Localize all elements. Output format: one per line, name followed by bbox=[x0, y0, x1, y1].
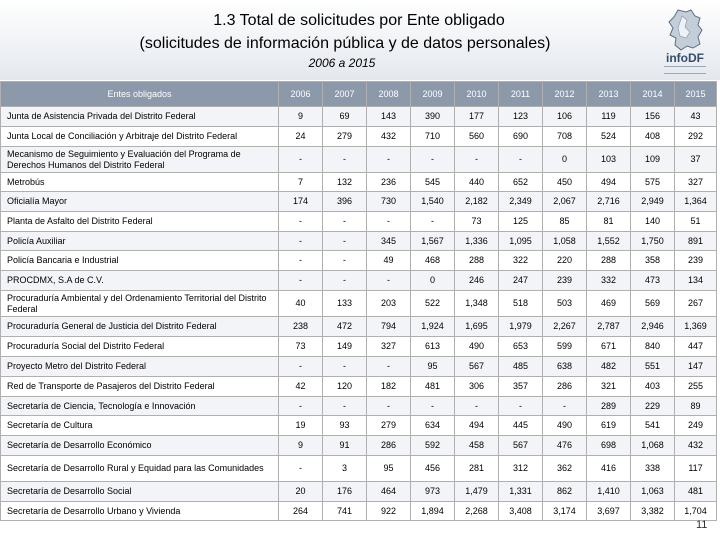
year-value-cell: 560 bbox=[455, 127, 499, 147]
year-value-cell: 147 bbox=[675, 357, 717, 377]
year-value-cell: 518 bbox=[499, 291, 543, 317]
year-value-cell: - bbox=[367, 147, 411, 173]
year-value-cell: 338 bbox=[631, 456, 675, 482]
year-value-cell: 156 bbox=[631, 107, 675, 127]
year-value-cell: 3,174 bbox=[543, 502, 587, 521]
year-value-cell: 229 bbox=[631, 397, 675, 416]
entity-name-cell: Secretaría de Desarrollo Económico bbox=[1, 436, 279, 456]
year-value-cell: 450 bbox=[543, 173, 587, 192]
page-number: 11 bbox=[696, 519, 708, 531]
page-title-line-2: (solicitudes de información pública y de datos personales) bbox=[139, 35, 551, 52]
year-value-cell: - bbox=[323, 147, 367, 173]
year-value-cell: 599 bbox=[543, 337, 587, 357]
year-value-cell: 1,331 bbox=[499, 482, 543, 502]
year-value-cell: 482 bbox=[587, 357, 631, 377]
year-value-cell: 24 bbox=[279, 127, 323, 147]
year-value-cell: 494 bbox=[455, 416, 499, 436]
year-value-cell: 1,894 bbox=[411, 502, 455, 521]
year-value-cell: 69 bbox=[323, 107, 367, 127]
year-value-cell: 281 bbox=[455, 456, 499, 482]
table-row bbox=[1, 482, 717, 502]
table-row bbox=[1, 147, 717, 173]
year-value-cell: 20 bbox=[279, 482, 323, 502]
entity-name-cell: Secretaría de Desarrollo Social bbox=[1, 482, 279, 502]
year-value-cell: 416 bbox=[587, 456, 631, 482]
column-header-year: 2012 bbox=[543, 82, 587, 107]
year-value-cell: 255 bbox=[675, 377, 717, 397]
year-value-cell: 1,369 bbox=[675, 317, 717, 337]
year-value-cell: 476 bbox=[543, 436, 587, 456]
entity-name-cell: Metrobús bbox=[1, 173, 279, 192]
year-value-cell: 1,540 bbox=[411, 192, 455, 212]
table-body bbox=[1, 107, 717, 521]
year-value-cell: 288 bbox=[587, 251, 631, 271]
entity-name-cell: Oficialía Mayor bbox=[1, 192, 279, 212]
year-value-cell: 634 bbox=[411, 416, 455, 436]
year-value-cell: 472 bbox=[323, 317, 367, 337]
year-value-cell: - bbox=[323, 357, 367, 377]
year-value-cell: 239 bbox=[675, 251, 717, 271]
year-value-cell: - bbox=[279, 251, 323, 271]
year-value-cell: 134 bbox=[675, 271, 717, 291]
year-value-cell: 345 bbox=[367, 232, 411, 251]
year-value-cell: 321 bbox=[587, 377, 631, 397]
requests-table bbox=[0, 81, 717, 521]
table-row bbox=[1, 377, 717, 397]
year-value-cell: 120 bbox=[323, 377, 367, 397]
column-header-entity: Entes obligados bbox=[1, 82, 279, 107]
year-value-cell: 396 bbox=[323, 192, 367, 212]
table-row bbox=[1, 291, 717, 317]
year-value-cell: 592 bbox=[411, 436, 455, 456]
year-value-cell: 432 bbox=[367, 127, 411, 147]
year-value-cell: 91 bbox=[323, 436, 367, 456]
year-value-cell: 0 bbox=[543, 147, 587, 173]
entity-name-cell: Proyecto Metro del Distrito Federal bbox=[1, 357, 279, 377]
year-value-cell: 1,704 bbox=[675, 502, 717, 521]
year-value-cell: 522 bbox=[411, 291, 455, 317]
year-value-cell: 2,067 bbox=[543, 192, 587, 212]
year-value-cell: 37 bbox=[675, 147, 717, 173]
entity-name-cell: Secretaría de Cultura bbox=[1, 416, 279, 436]
year-value-cell: 408 bbox=[631, 127, 675, 147]
slide-header bbox=[0, 0, 720, 80]
column-header-year: 2006 bbox=[279, 82, 323, 107]
year-value-cell: - bbox=[499, 397, 543, 416]
year-value-cell: 176 bbox=[323, 482, 367, 502]
year-value-cell: 490 bbox=[543, 416, 587, 436]
year-value-cell: 1,063 bbox=[631, 482, 675, 502]
year-value-cell: 357 bbox=[499, 377, 543, 397]
year-value-cell: 390 bbox=[411, 107, 455, 127]
year-value-cell: 2,268 bbox=[455, 502, 499, 521]
year-value-cell: 42 bbox=[279, 377, 323, 397]
year-value-cell: 545 bbox=[411, 173, 455, 192]
year-value-cell: 2,787 bbox=[587, 317, 631, 337]
year-value-cell: 458 bbox=[455, 436, 499, 456]
year-value-cell: 279 bbox=[323, 127, 367, 147]
year-value-cell: 288 bbox=[455, 251, 499, 271]
year-value-cell: 119 bbox=[587, 107, 631, 127]
year-value-cell: 447 bbox=[675, 337, 717, 357]
year-value-cell: 306 bbox=[455, 377, 499, 397]
year-value-cell: - bbox=[411, 147, 455, 173]
column-header-year: 2015 bbox=[675, 82, 717, 107]
year-value-cell: 551 bbox=[631, 357, 675, 377]
year-value-cell: 49 bbox=[367, 251, 411, 271]
year-value-cell: 140 bbox=[631, 212, 675, 232]
year-value-cell: 1,567 bbox=[411, 232, 455, 251]
year-value-cell: 638 bbox=[543, 357, 587, 377]
year-value-cell: 481 bbox=[675, 482, 717, 502]
table-row bbox=[1, 192, 717, 212]
year-value-cell: 267 bbox=[675, 291, 717, 317]
entity-name-cell: Secretaría de Desarrollo Urbano y Vivienda bbox=[1, 502, 279, 521]
year-value-cell: 149 bbox=[323, 337, 367, 357]
year-value-cell: 73 bbox=[455, 212, 499, 232]
year-value-cell: 247 bbox=[499, 271, 543, 291]
table-row bbox=[1, 337, 717, 357]
year-value-cell: 182 bbox=[367, 377, 411, 397]
year-value-cell: 1,068 bbox=[631, 436, 675, 456]
year-value-cell: 567 bbox=[455, 357, 499, 377]
year-value-cell: 690 bbox=[499, 127, 543, 147]
year-value-cell: 1,410 bbox=[587, 482, 631, 502]
year-value-cell: 2,267 bbox=[543, 317, 587, 337]
year-value-cell: 106 bbox=[543, 107, 587, 127]
year-value-cell: - bbox=[323, 232, 367, 251]
year-value-cell: 922 bbox=[367, 502, 411, 521]
year-value-cell: - bbox=[367, 212, 411, 232]
year-value-cell: 117 bbox=[675, 456, 717, 482]
table-row bbox=[1, 456, 717, 482]
year-value-cell: 2,349 bbox=[499, 192, 543, 212]
entity-name-cell: Secretaría de Ciencia, Tecnología e Innovación bbox=[1, 397, 279, 416]
year-value-cell: - bbox=[279, 456, 323, 482]
infodf-logo bbox=[660, 8, 710, 74]
year-value-cell: - bbox=[279, 357, 323, 377]
column-header-year: 2007 bbox=[323, 82, 367, 107]
year-value-cell: 862 bbox=[543, 482, 587, 502]
column-header-year: 2008 bbox=[367, 82, 411, 107]
table-row bbox=[1, 502, 717, 521]
year-value-cell: 2,949 bbox=[631, 192, 675, 212]
year-value-cell: 3,382 bbox=[631, 502, 675, 521]
year-value-cell: - bbox=[323, 271, 367, 291]
year-value-cell: - bbox=[455, 397, 499, 416]
year-value-cell: 123 bbox=[499, 107, 543, 127]
year-value-cell: - bbox=[367, 357, 411, 377]
entity-name-cell: Policía Auxiliar bbox=[1, 232, 279, 251]
mexico-city-map-icon bbox=[660, 8, 710, 52]
year-value-cell: 81 bbox=[587, 212, 631, 232]
year-value-cell: 741 bbox=[323, 502, 367, 521]
column-header-year: 2011 bbox=[499, 82, 543, 107]
year-value-cell: 1,095 bbox=[499, 232, 543, 251]
year-value-cell: 1,479 bbox=[455, 482, 499, 502]
year-value-cell: 286 bbox=[367, 436, 411, 456]
year-value-cell: 73 bbox=[279, 337, 323, 357]
year-value-cell: 652 bbox=[499, 173, 543, 192]
year-value-cell: 575 bbox=[631, 173, 675, 192]
year-value-cell: 7 bbox=[279, 173, 323, 192]
table-row bbox=[1, 271, 717, 291]
table-row bbox=[1, 107, 717, 127]
column-header-year: 2014 bbox=[631, 82, 675, 107]
year-value-cell: 246 bbox=[455, 271, 499, 291]
entity-name-cell: PROCDMX, S.A de C.V. bbox=[1, 271, 279, 291]
year-value-cell: 1,364 bbox=[675, 192, 717, 212]
year-value-cell: 51 bbox=[675, 212, 717, 232]
period-subtitle: 2006 a 2015 bbox=[308, 56, 376, 70]
entity-name-cell: Procuraduría Social del Distrito Federal bbox=[1, 337, 279, 357]
year-value-cell: 95 bbox=[411, 357, 455, 377]
year-value-cell: - bbox=[279, 147, 323, 173]
year-value-cell: - bbox=[543, 397, 587, 416]
logo-tagline-lines bbox=[664, 66, 706, 74]
year-value-cell: 2,946 bbox=[631, 317, 675, 337]
entity-name-cell: Policía Bancaria e Industrial bbox=[1, 251, 279, 271]
year-value-cell: 203 bbox=[367, 291, 411, 317]
year-value-cell: 432 bbox=[675, 436, 717, 456]
year-value-cell: 710 bbox=[411, 127, 455, 147]
year-value-cell: 440 bbox=[455, 173, 499, 192]
year-value-cell: 327 bbox=[367, 337, 411, 357]
year-value-cell: 891 bbox=[675, 232, 717, 251]
year-value-cell: 1,058 bbox=[543, 232, 587, 251]
year-value-cell: 469 bbox=[587, 291, 631, 317]
year-value-cell: 95 bbox=[367, 456, 411, 482]
year-value-cell: - bbox=[411, 212, 455, 232]
entity-name-cell: Mecanismo de Seguimiento y Evaluación del Programa de Derechos Humanos del Distrito Federal bbox=[1, 147, 279, 173]
year-value-cell: 143 bbox=[367, 107, 411, 127]
year-value-cell: 840 bbox=[631, 337, 675, 357]
year-value-cell: 279 bbox=[367, 416, 411, 436]
year-value-cell: 464 bbox=[367, 482, 411, 502]
year-value-cell: 569 bbox=[631, 291, 675, 317]
year-value-cell: 249 bbox=[675, 416, 717, 436]
year-value-cell: - bbox=[323, 251, 367, 271]
year-value-cell: 3,697 bbox=[587, 502, 631, 521]
year-value-cell: 3,408 bbox=[499, 502, 543, 521]
year-value-cell: 1,750 bbox=[631, 232, 675, 251]
year-value-cell: 109 bbox=[631, 147, 675, 173]
entity-name-cell: Red de Transporte de Pasajeros del Distrito Federal bbox=[1, 377, 279, 397]
year-value-cell: - bbox=[411, 397, 455, 416]
year-value-cell: 89 bbox=[675, 397, 717, 416]
year-value-cell: 236 bbox=[367, 173, 411, 192]
year-value-cell: 358 bbox=[631, 251, 675, 271]
year-value-cell: 1,552 bbox=[587, 232, 631, 251]
year-value-cell: 481 bbox=[411, 377, 455, 397]
year-value-cell: 103 bbox=[587, 147, 631, 173]
year-value-cell: 524 bbox=[587, 127, 631, 147]
year-value-cell: 133 bbox=[323, 291, 367, 317]
year-value-cell: 332 bbox=[587, 271, 631, 291]
table-row bbox=[1, 357, 717, 377]
year-value-cell: 973 bbox=[411, 482, 455, 502]
year-value-cell: 327 bbox=[675, 173, 717, 192]
year-value-cell: 794 bbox=[367, 317, 411, 337]
year-value-cell: 289 bbox=[587, 397, 631, 416]
year-value-cell: 494 bbox=[587, 173, 631, 192]
year-value-cell: 403 bbox=[631, 377, 675, 397]
entity-name-cell: Planta de Asfalto del Distrito Federal bbox=[1, 212, 279, 232]
year-value-cell: 490 bbox=[455, 337, 499, 357]
year-value-cell: 1,348 bbox=[455, 291, 499, 317]
year-value-cell: - bbox=[279, 271, 323, 291]
year-value-cell: 174 bbox=[279, 192, 323, 212]
year-value-cell: 456 bbox=[411, 456, 455, 482]
year-value-cell: 541 bbox=[631, 416, 675, 436]
year-value-cell: 468 bbox=[411, 251, 455, 271]
year-value-cell: - bbox=[499, 147, 543, 173]
year-value-cell: 238 bbox=[279, 317, 323, 337]
year-value-cell: - bbox=[323, 397, 367, 416]
year-value-cell: 708 bbox=[543, 127, 587, 147]
entity-name-cell: Secretaría de Desarrollo Rural y Equidad para las Comunidades bbox=[1, 456, 279, 482]
year-value-cell: 485 bbox=[499, 357, 543, 377]
year-value-cell: 1,336 bbox=[455, 232, 499, 251]
year-value-cell: 312 bbox=[499, 456, 543, 482]
table-row bbox=[1, 212, 717, 232]
year-value-cell: 613 bbox=[411, 337, 455, 357]
entity-name-cell: Junta Local de Conciliación y Arbitraje del Distrito Federal bbox=[1, 127, 279, 147]
year-value-cell: 445 bbox=[499, 416, 543, 436]
year-value-cell: 1,924 bbox=[411, 317, 455, 337]
table-row bbox=[1, 251, 717, 271]
year-value-cell: 1,695 bbox=[455, 317, 499, 337]
year-value-cell: 9 bbox=[279, 436, 323, 456]
year-value-cell: 220 bbox=[543, 251, 587, 271]
year-value-cell: 2,716 bbox=[587, 192, 631, 212]
entity-name-cell: Procuraduría Ambiental y del Ordenamiento Territorial del Distrito Federal bbox=[1, 291, 279, 317]
table-row bbox=[1, 127, 717, 147]
logo-wordmark: infoDF bbox=[666, 51, 704, 65]
year-value-cell: 2,182 bbox=[455, 192, 499, 212]
year-value-cell: 473 bbox=[631, 271, 675, 291]
year-value-cell: 239 bbox=[543, 271, 587, 291]
entity-name-cell: Procuraduría General de Justicia del Distrito Federal bbox=[1, 317, 279, 337]
year-value-cell: 93 bbox=[323, 416, 367, 436]
table-row bbox=[1, 397, 717, 416]
year-value-cell: 698 bbox=[587, 436, 631, 456]
table-row bbox=[1, 173, 717, 192]
year-value-cell: 730 bbox=[367, 192, 411, 212]
year-value-cell: 619 bbox=[587, 416, 631, 436]
year-value-cell: 362 bbox=[543, 456, 587, 482]
year-value-cell: - bbox=[279, 397, 323, 416]
year-value-cell: 653 bbox=[499, 337, 543, 357]
column-header-year: 2013 bbox=[587, 82, 631, 107]
column-header-year: 2009 bbox=[411, 82, 455, 107]
table-row bbox=[1, 232, 717, 251]
year-value-cell: 43 bbox=[675, 107, 717, 127]
year-value-cell: - bbox=[367, 397, 411, 416]
year-value-cell: 40 bbox=[279, 291, 323, 317]
year-value-cell: 286 bbox=[543, 377, 587, 397]
year-value-cell: - bbox=[455, 147, 499, 173]
table-row bbox=[1, 416, 717, 436]
year-value-cell: 85 bbox=[543, 212, 587, 232]
year-value-cell: 3 bbox=[323, 456, 367, 482]
year-value-cell: 1,979 bbox=[499, 317, 543, 337]
year-value-cell: 132 bbox=[323, 173, 367, 192]
year-value-cell: - bbox=[279, 232, 323, 251]
year-value-cell: 322 bbox=[499, 251, 543, 271]
year-value-cell: 125 bbox=[499, 212, 543, 232]
table-header bbox=[1, 82, 717, 107]
year-value-cell: 19 bbox=[279, 416, 323, 436]
year-value-cell: - bbox=[367, 271, 411, 291]
year-value-cell: - bbox=[279, 212, 323, 232]
year-value-cell: 9 bbox=[279, 107, 323, 127]
year-value-cell: 264 bbox=[279, 502, 323, 521]
year-value-cell: 177 bbox=[455, 107, 499, 127]
table-row bbox=[1, 317, 717, 337]
entity-name-cell: Junta de Asistencia Privada del Distrito Federal bbox=[1, 107, 279, 127]
year-value-cell: 503 bbox=[543, 291, 587, 317]
year-value-cell: 567 bbox=[499, 436, 543, 456]
year-value-cell: 292 bbox=[675, 127, 717, 147]
page-title: 1.3 Total de solicitudes por Ente obligado bbox=[213, 12, 505, 29]
column-header-year: 2010 bbox=[455, 82, 499, 107]
year-value-cell: - bbox=[323, 212, 367, 232]
year-value-cell: 0 bbox=[411, 271, 455, 291]
table-row bbox=[1, 436, 717, 456]
year-value-cell: 671 bbox=[587, 337, 631, 357]
